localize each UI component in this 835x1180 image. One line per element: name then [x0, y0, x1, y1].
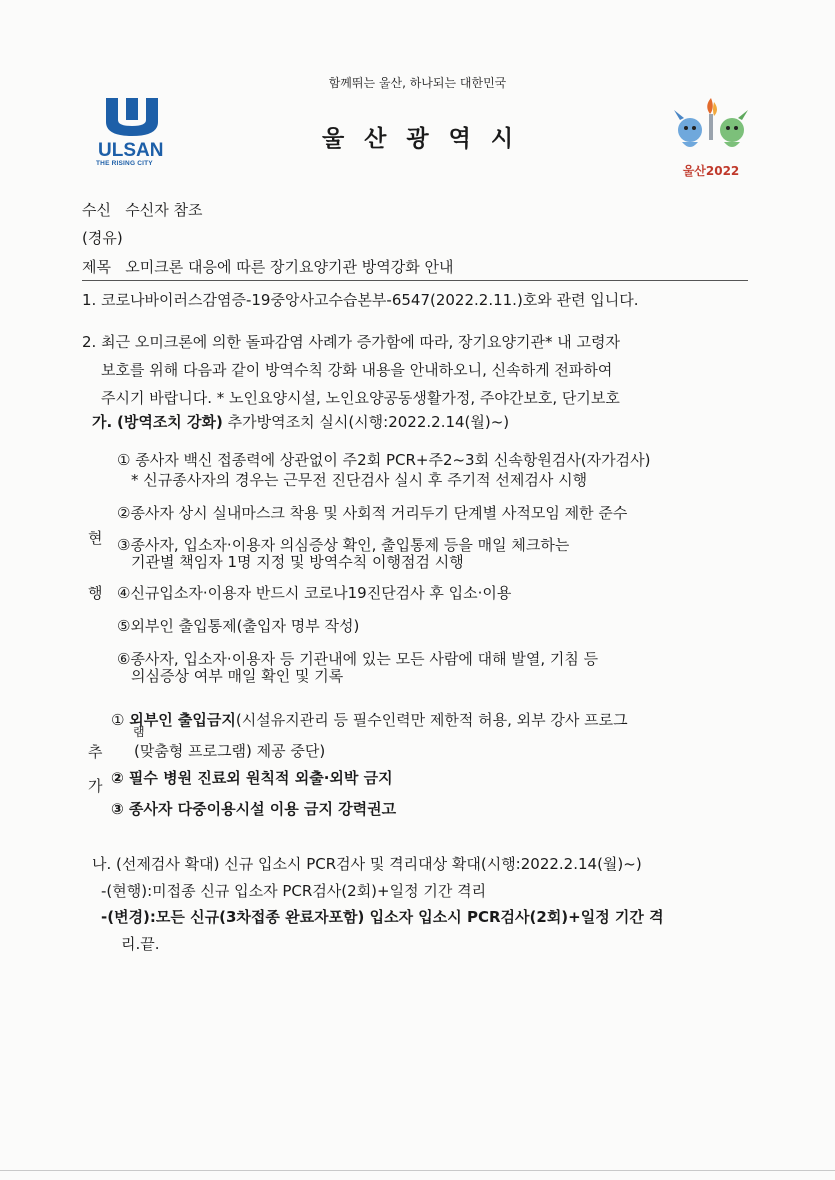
section-na-changed: -(변경):모든 신규(3차접종 완료자포함) 입소자 입소시 PCR검사(2회)+일정 기간 격	[101, 908, 664, 926]
header-divider	[82, 280, 748, 281]
section-na-end: 리.끝.	[121, 935, 160, 953]
added-item-2: ② 필수 병원 진료외 원칙적 외출·외박 금지	[111, 769, 393, 787]
added-item-1-line-2: (맞춤형 프로그램) 제공 중단)	[134, 742, 326, 760]
scan-edge-line	[0, 1170, 835, 1171]
recipient-value: 수신자 참조	[125, 201, 203, 219]
subject-label: 제목	[82, 258, 111, 276]
ulsan-2022-emblem	[668, 96, 754, 182]
via-line: (경유)	[82, 229, 123, 247]
emblem-caption: 울산2022	[682, 164, 740, 178]
section-ga-rest: 추가방역조치 실시(시행:2022.2.14(월)~)	[222, 413, 510, 431]
side-label-current-2: 행	[88, 584, 103, 602]
section-ga-heading	[92, 411, 509, 432]
current-item-1-note: * 신규종사자의 경우는 근무전 진단검사 실시 후 주기적 선제검사 시행	[131, 471, 588, 489]
subject-value: 오미크론 대응에 따른 장기요양기관 방역강화 안내	[125, 258, 454, 276]
section-ga-title: (방역조치 강화)	[116, 413, 223, 431]
side-label-added-2: 가	[88, 777, 103, 795]
section-na-current: -(현행):미접종 신규 입소자 PCR검사(2회)+일정 기간 격리	[101, 882, 487, 900]
current-item-6-cont: 의심증상 여부 매일 확인 및 기록	[131, 667, 344, 685]
recipient-line	[82, 199, 203, 220]
side-label-current-1: 현	[88, 529, 103, 547]
item-2-line-2: 보호를 위해 다음과 같이 방역수칙 강화 내용을 안내하오니, 신속하게 전파하여	[101, 361, 613, 379]
added-item-1-number: ①	[111, 711, 125, 729]
ulsan-logo	[92, 96, 172, 172]
added-item-1-rest: (시설유지관리 등 필수인력만 제한적 허용, 외부 강사 프로그	[235, 711, 628, 729]
added-item-3: ③ 종사자 다중이용시설 이용 금지 강력권고	[111, 800, 397, 818]
section-ga-prefix: 가.	[92, 413, 113, 431]
current-item-6: ⑥종사자, 입소자·이용자 등 기관내에 있는 모든 사람에 대해 발열, 기침 등	[117, 650, 599, 668]
section-na-heading: 나. (선제검사 확대) 신규 입소시 PCR검사 및 격리대상 확대(시행:2022.2.14(월)~)	[92, 855, 642, 873]
current-item-3: ③종사자, 입소자·이용자 의심증상 확인, 출입통제 등을 매일 체크하는	[117, 536, 570, 554]
slogan: 함께뛰는 울산, 하나되는 대한민국	[328, 76, 507, 90]
subject-line	[82, 256, 453, 277]
mascot-emblem-icon	[668, 96, 754, 162]
added-item-1-bold: 외부인 출입금지	[129, 711, 236, 729]
logo-tagline: THE RISING CITY	[96, 160, 153, 167]
recipient-label: 수신	[82, 201, 111, 219]
current-item-3-cont: 기관별 책임자 1명 지정 및 방역수칙 이행점검 시행	[131, 553, 464, 571]
current-item-1: ① 종사자 백신 접종력에 상관없이 주2회 PCR+주2~3회 신속항원검사(자가검사)	[117, 451, 651, 469]
side-label-added-1: 추	[88, 743, 103, 761]
item-2-line-1: 2. 최근 오미크론에 의한 돌파감염 사례가 증가함에 따라, 장기요양기관* 내 고령자	[82, 333, 620, 351]
ulsan-u-logo-icon	[92, 96, 172, 140]
logo-wordmark: ULSAN	[98, 140, 164, 161]
current-item-4: ④신규입소자·이용자 반드시 코로나19진단검사 후 입소·이용	[117, 584, 512, 602]
organization-title: 울산광역시	[321, 126, 534, 152]
item-1: 1. 코로나바이러스감염증-19중앙사고수습본부-6547(2022.2.11.)호와 관련 입니다.	[82, 291, 639, 309]
added-item-1-wrap: 램	[133, 725, 145, 739]
item-2-line-3: 주시기 바랍니다. * 노인요양시설, 노인요양공동생활가정, 주야간보호, 단기보호	[101, 389, 620, 407]
current-item-2: ②종사자 상시 실내마스크 착용 및 사회적 거리두기 단계별 사적모임 제한 준수	[117, 504, 628, 522]
added-item-1	[111, 709, 628, 730]
current-item-5: ⑤외부인 출입통제(출입자 명부 작성)	[117, 617, 360, 635]
